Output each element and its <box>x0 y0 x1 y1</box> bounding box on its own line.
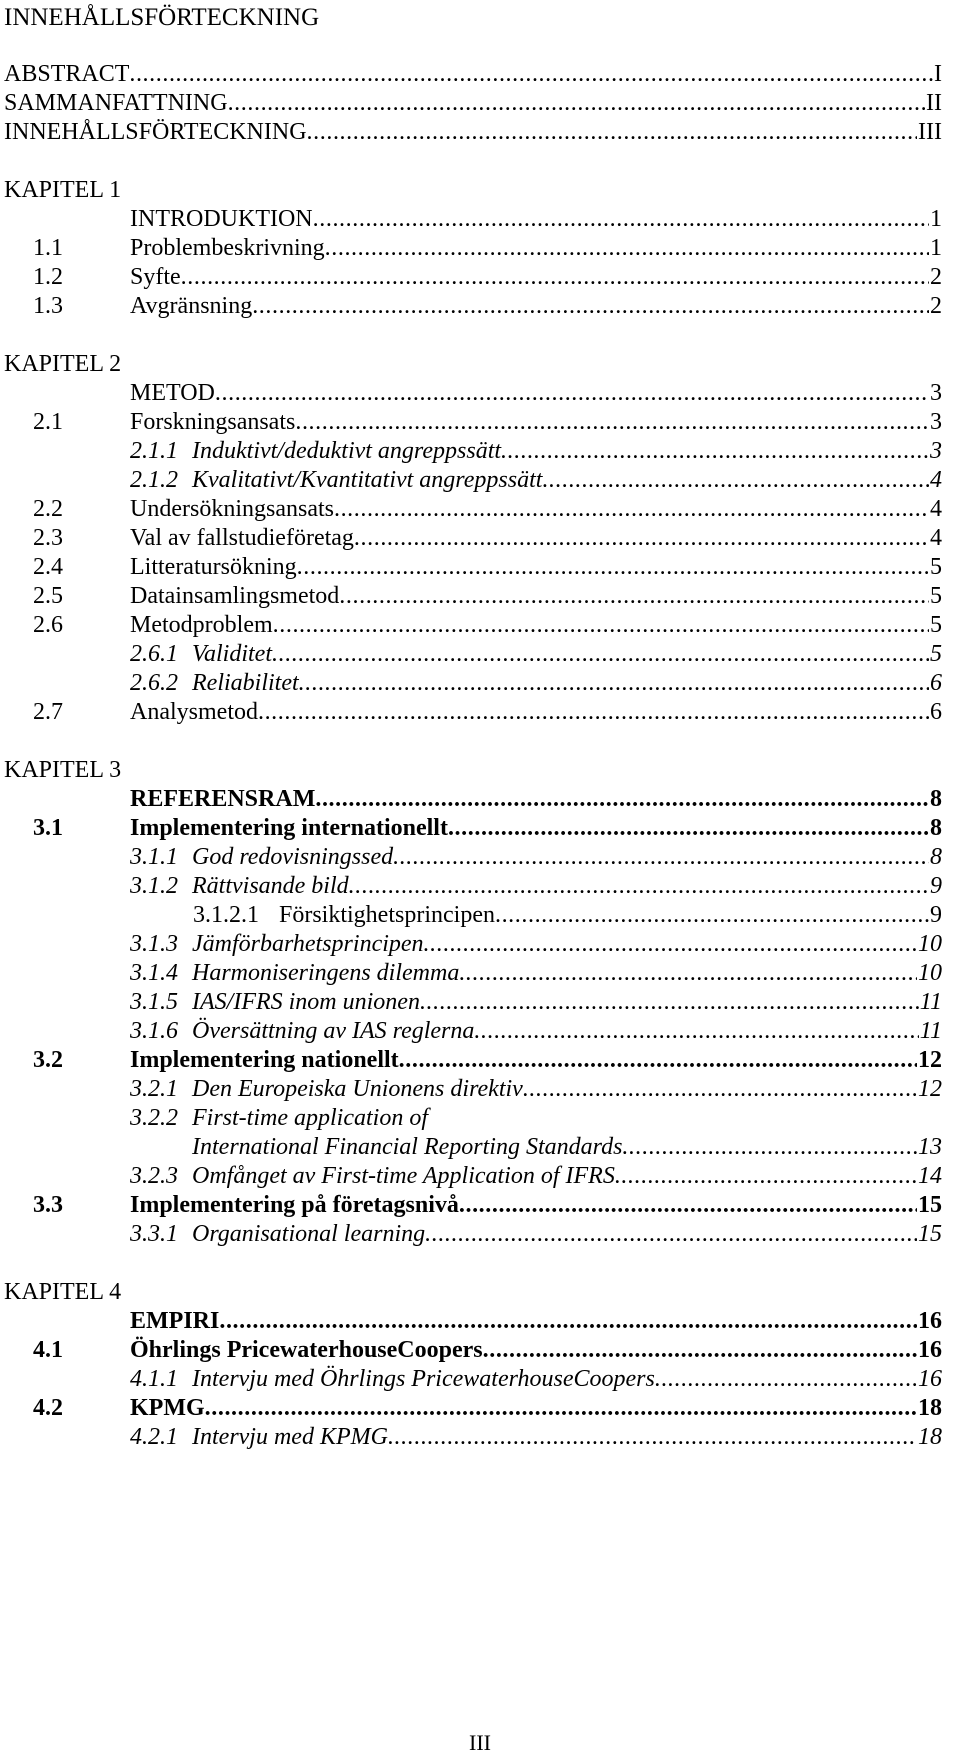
toc-entry-title: Avgränsning <box>130 293 253 319</box>
toc-entry-title: Försiktighetsprincipen <box>279 902 495 928</box>
toc-page-number: 6 <box>930 699 942 725</box>
toc-page-number: 4 <box>930 467 942 493</box>
toc-entry-title: Undersökningsansats <box>130 496 334 522</box>
toc-page-number: III <box>918 119 942 145</box>
toc-entry-title: INTRODUKTION <box>130 206 313 232</box>
dot-leader <box>459 957 917 989</box>
section-number: 3.3 <box>33 1192 63 1218</box>
dot-leader <box>354 522 929 554</box>
toc-page-number: 18 <box>918 1395 942 1421</box>
dot-leader <box>273 609 929 641</box>
toc-entry-title: EMPIRI <box>130 1308 220 1334</box>
section-number: 2.1 <box>33 409 63 435</box>
section-number: 2.1.2 <box>130 467 178 493</box>
section-number: 4.1 <box>33 1337 63 1363</box>
chapter-label: KAPITEL 4 <box>4 1279 122 1305</box>
toc-page-number: 5 <box>930 554 942 580</box>
toc-entry-title: Datainsamlingsmetod <box>130 583 340 609</box>
section-number: 2.1.1 <box>130 438 178 464</box>
toc-entry-title-continued: International Financial Reporting Standards <box>192 1134 623 1160</box>
page-footer-number: III <box>469 1730 491 1755</box>
toc-page-number: 15 <box>918 1221 942 1247</box>
toc-page-number: 3 <box>930 409 942 435</box>
toc-entry[interactable] <box>33 609 942 641</box>
toc-page-number: 8 <box>930 844 942 870</box>
dot-leader <box>215 377 929 409</box>
toc-page-number: 3 <box>930 380 942 406</box>
dot-leader <box>307 116 917 148</box>
toc-entry[interactable] <box>130 1421 942 1453</box>
dot-leader <box>448 812 929 844</box>
toc-entry-label: INNEHÅLLSFÖRTECKNING <box>4 119 307 145</box>
toc-entry-title: Validitet <box>192 641 272 667</box>
toc-entry-innehallsforteckning[interactable] <box>4 116 942 148</box>
section-number: 1.1 <box>33 235 63 261</box>
dot-leader <box>272 638 929 670</box>
section-number: 3.1.6 <box>130 1018 178 1044</box>
toc-entry[interactable] <box>193 899 942 931</box>
toc-entry-abstract[interactable] <box>4 58 942 90</box>
chapter-label: KAPITEL 1 <box>4 177 122 203</box>
dot-leader <box>315 783 929 815</box>
toc-entry[interactable] <box>33 1044 942 1076</box>
section-number: 2.3 <box>33 525 63 551</box>
toc-entry-title: METOD <box>130 380 215 406</box>
dot-leader <box>334 493 929 525</box>
toc-entry[interactable] <box>130 667 942 699</box>
toc-page-number: 18 <box>918 1424 942 1450</box>
dot-leader <box>205 1392 917 1424</box>
toc-entry[interactable] <box>130 783 942 815</box>
section-number: 1.3 <box>33 293 63 319</box>
toc-entry[interactable] <box>33 580 942 612</box>
toc-entry-title: Forskningsansats <box>130 409 296 435</box>
toc-page-number: 1 <box>930 235 942 261</box>
dot-leader <box>313 203 929 235</box>
dot-leader <box>295 406 929 438</box>
toc-entry[interactable] <box>130 841 942 873</box>
toc-entry-title: REFERENSRAM <box>130 786 316 812</box>
section-number: 3.1.3 <box>130 931 178 957</box>
toc-page-number: 15 <box>918 1192 942 1218</box>
section-number: 2.6 <box>33 612 63 638</box>
section-number: 3.1.5 <box>130 989 178 1015</box>
toc-entry[interactable] <box>130 638 942 670</box>
toc-page-number: 10 <box>918 960 942 986</box>
page-title: INNEHÅLLSFÖRTECKNING <box>4 4 320 31</box>
toc-entry[interactable] <box>33 1392 942 1424</box>
toc-page-number: 9 <box>930 902 942 928</box>
section-number: 3.3.1 <box>130 1221 178 1247</box>
section-number: 3.1.1 <box>130 844 178 870</box>
chapter-label: KAPITEL 3 <box>4 757 122 783</box>
section-number: 3.2 <box>33 1047 63 1073</box>
toc-entry-title: God redovisningssed <box>192 844 394 870</box>
dot-leader <box>339 580 929 612</box>
dot-leader <box>325 232 929 264</box>
toc-page-number: 13 <box>918 1134 942 1160</box>
toc-entry-title: Reliabilitet <box>192 670 299 696</box>
dot-leader <box>459 1189 917 1221</box>
toc-entry[interactable] <box>130 1305 942 1337</box>
toc-entry-title: Rättvisande bild <box>192 873 349 899</box>
toc-entry-label: ABSTRACT <box>4 61 130 87</box>
dot-leader <box>655 1363 917 1395</box>
section-number: 3.2.3 <box>130 1163 178 1189</box>
toc-page-number: 2 <box>930 264 942 290</box>
toc-entry-title: Analysmetod <box>130 699 258 725</box>
toc-page-number: 4 <box>930 525 942 551</box>
toc-entry[interactable] <box>130 1218 942 1250</box>
toc-page-number: 12 <box>918 1076 942 1102</box>
toc-page-number: 9 <box>930 873 942 899</box>
toc-entry[interactable] <box>33 261 942 293</box>
toc-page-number: 16 <box>918 1337 942 1363</box>
section-number: 3.2.1 <box>130 1076 178 1102</box>
toc-entry[interactable] <box>130 203 942 235</box>
dot-leader <box>425 1218 917 1250</box>
toc-page-number: 3 <box>930 438 942 464</box>
toc-entry-title: Jämförbarhetsprincipen <box>192 931 424 957</box>
dot-leader <box>297 551 929 583</box>
toc-entry[interactable] <box>33 406 942 438</box>
dot-leader <box>393 841 929 873</box>
toc-entry[interactable] <box>130 870 942 902</box>
toc-page-number: 12 <box>918 1047 942 1073</box>
toc-entry[interactable] <box>33 1334 942 1366</box>
toc-entry[interactable] <box>33 290 942 322</box>
dot-leader <box>501 435 929 467</box>
toc-page-number: 5 <box>930 641 942 667</box>
section-number: 3.1.4 <box>130 960 178 986</box>
toc-entry-title: Problembeskrivning <box>130 235 325 261</box>
section-number: 3.1 <box>33 815 63 841</box>
toc-entry-title: Översättning av IAS reglerna <box>192 1018 475 1044</box>
dot-leader <box>399 1044 917 1076</box>
section-number: 4.2.1 <box>130 1424 178 1450</box>
dot-leader <box>388 1421 917 1453</box>
section-number: 1.2 <box>33 264 63 290</box>
toc-entry[interactable] <box>130 435 942 467</box>
toc-entry-title: Intervju med Öhrlings PricewaterhouseCoopers <box>192 1366 655 1392</box>
section-number: 2.6.1 <box>130 641 178 667</box>
dot-leader <box>129 58 933 90</box>
toc-entry[interactable] <box>130 1363 942 1395</box>
toc-entry[interactable] <box>33 551 942 583</box>
dot-leader <box>622 1131 917 1163</box>
toc-page-number: I <box>934 61 942 87</box>
toc-page-number: 6 <box>930 670 942 696</box>
toc-entry-title: Kvalitativt/Kvantitativt angreppssätt <box>192 467 543 493</box>
dot-leader <box>299 667 929 699</box>
section-number: 3.2.2 <box>130 1105 178 1131</box>
toc-entry[interactable] <box>130 1015 942 1047</box>
section-number: 2.2 <box>33 496 63 522</box>
dot-leader <box>228 87 925 119</box>
toc-page-number: 5 <box>930 583 942 609</box>
toc-entry-title: Litteratursökning <box>130 554 297 580</box>
dot-leader <box>219 1305 917 1337</box>
section-number: 2.4 <box>33 554 63 580</box>
toc-page-number: 8 <box>930 786 942 812</box>
toc-page-number: 4 <box>930 496 942 522</box>
toc-entry-title: Harmoniseringens dilemma <box>192 960 460 986</box>
dot-leader <box>495 899 929 931</box>
dot-leader <box>615 1160 917 1192</box>
toc-page-number: 10 <box>918 931 942 957</box>
toc-entry[interactable] <box>130 928 942 960</box>
toc-page-number: 5 <box>930 612 942 638</box>
toc-entry[interactable] <box>130 986 942 1018</box>
toc-entry[interactable] <box>130 377 942 409</box>
toc-page-number: 16 <box>918 1308 942 1334</box>
toc-entry-title: Öhrlings PricewaterhouseCoopers <box>130 1337 483 1363</box>
toc-entry[interactable] <box>33 493 942 525</box>
toc-entry-label: SAMMANFATTNING <box>4 90 228 116</box>
toc-page-number: II <box>926 90 942 116</box>
dot-leader <box>420 986 919 1018</box>
chapter-label: KAPITEL 2 <box>4 351 122 377</box>
toc-entry[interactable] <box>33 812 942 844</box>
dot-leader <box>258 696 929 728</box>
toc-page-number: 8 <box>930 815 942 841</box>
dot-leader <box>349 870 929 902</box>
section-number: 4.1.1 <box>130 1366 178 1392</box>
toc-entry-title: Den Europeiska Unionens direktiv <box>192 1076 523 1102</box>
toc-entry-title: Implementering på företagsnivå <box>130 1192 459 1218</box>
section-number: 3.1.2.1 <box>193 902 259 928</box>
toc-entry[interactable] <box>130 464 942 496</box>
toc-entry-title: Induktivt/deduktivt angreppssätt <box>192 438 502 464</box>
toc-entry-title: First-time application of <box>192 1105 428 1131</box>
toc-page-number: 11 <box>919 1018 942 1044</box>
toc-entry-title: Organisational learning <box>192 1221 426 1247</box>
dot-leader <box>474 1015 918 1047</box>
section-number: 2.7 <box>33 699 63 725</box>
toc-entry-title: Implementering nationellt <box>130 1047 399 1073</box>
toc-page-number: 16 <box>918 1366 942 1392</box>
toc-entry[interactable] <box>130 1073 942 1105</box>
toc-entry-title: Val av fallstudieföretag <box>130 525 354 551</box>
toc-entry-title: Metodproblem <box>130 612 273 638</box>
dot-leader <box>181 261 929 293</box>
section-number: 3.1.2 <box>130 873 178 899</box>
section-number: 2.6.2 <box>130 670 178 696</box>
toc-entry[interactable] <box>33 1189 942 1221</box>
dot-leader <box>483 1334 917 1366</box>
toc-entry-title: Syfte <box>130 264 181 290</box>
toc-entry[interactable] <box>130 957 942 989</box>
toc-entry[interactable] <box>33 232 942 264</box>
toc-entry-title: IAS/IFRS inom unionen <box>192 989 420 1015</box>
dot-leader <box>542 464 929 496</box>
toc-entry-first-line[interactable] <box>130 1102 428 1134</box>
toc-page-number: 11 <box>919 989 942 1015</box>
toc-entry[interactable] <box>33 522 942 554</box>
toc-page-number: 2 <box>930 293 942 319</box>
toc-entry-title: Omfånget av First-time Application of IFRS <box>192 1163 615 1189</box>
toc-entry-title: KPMG <box>130 1395 205 1421</box>
toc-entry[interactable] <box>192 1131 942 1163</box>
toc-page-number: 14 <box>918 1163 942 1189</box>
toc-entry[interactable] <box>33 696 942 728</box>
toc-entry-title: Implementering internationellt <box>130 815 448 841</box>
section-number: 2.5 <box>33 583 63 609</box>
toc-page-number: 1 <box>930 206 942 232</box>
dot-leader <box>424 928 917 960</box>
toc-entry-sammanfattning[interactable] <box>4 87 942 119</box>
toc-entry-title: Intervju med KPMG <box>192 1424 388 1450</box>
dot-leader <box>523 1073 917 1105</box>
toc-entry[interactable] <box>130 1160 942 1192</box>
dot-leader <box>252 290 929 322</box>
section-number: 4.2 <box>33 1395 63 1421</box>
